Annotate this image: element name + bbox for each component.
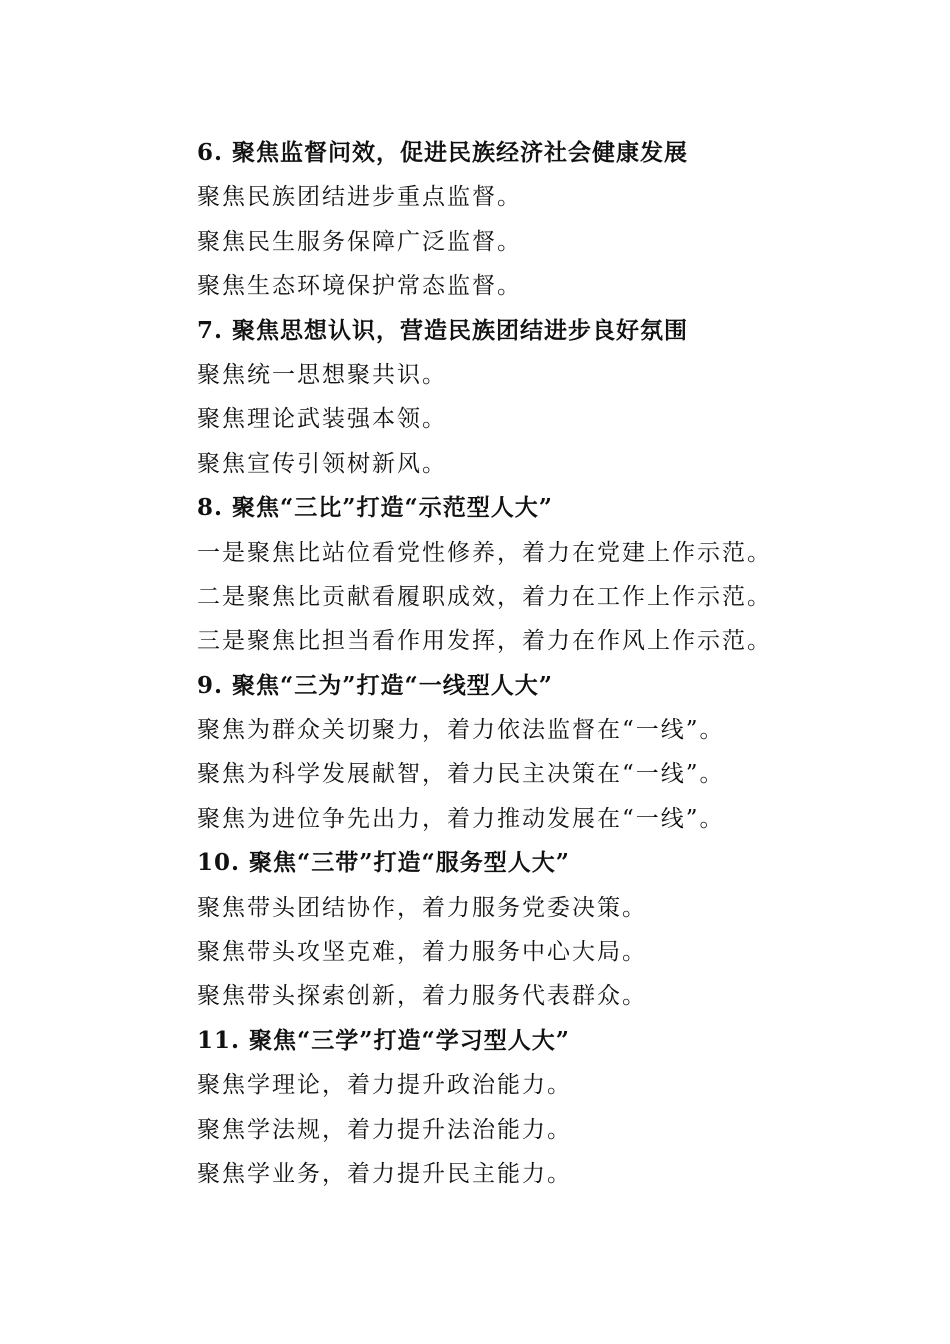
body-line: 聚焦为进位争先出力，着力推动发展在“一线”。 (197, 805, 725, 832)
body-line: 聚焦理论武装强本领。 (197, 406, 447, 433)
body-line: 聚焦民族团结进步重点监督。 (197, 184, 522, 211)
body-line: 聚焦带头探索创新，着力服务代表群众。 (197, 983, 647, 1010)
body-line: 聚焦学法规，着力提升法治能力。 (197, 1116, 572, 1143)
section-heading-11: 11. 聚焦“三学”打造“学习型人大” (197, 1026, 570, 1054)
body-line: 聚焦带头攻坚克难，着力服务中心大局。 (197, 939, 647, 966)
section-heading-8: 8. 聚焦“三比”打造“示范型人大” (197, 494, 553, 522)
section-heading-9: 9. 聚焦“三为”打造“一线型人大” (197, 671, 553, 699)
body-line: 聚焦学理论，着力提升政治能力。 (197, 1072, 572, 1099)
body-line: 聚焦带头团结协作，着力服务党委决策。 (197, 894, 647, 921)
body-line: 聚焦生态环境保护常态监督。 (197, 273, 522, 300)
body-line: 一是聚焦比站位看党性修养，着力在党建上作示范。 (197, 539, 772, 566)
body-line: 聚焦宣传引领树新风。 (197, 450, 447, 477)
body-line: 聚焦统一思想聚共识。 (197, 361, 447, 388)
section-heading-10: 10. 聚焦“三带”打造“服务型人大” (197, 849, 570, 877)
body-line: 聚焦为科学发展献智，着力民主决策在“一线”。 (197, 761, 725, 788)
body-line: 聚焦民生服务保障广泛监督。 (197, 228, 522, 255)
body-line: 三是聚焦比担当看作用发挥，着力在作风上作示范。 (197, 628, 772, 655)
section-heading-6: 6. 聚焦监督问效，促进民族经济社会健康发展 (197, 139, 689, 166)
body-line: 聚焦学业务，着力提升民主能力。 (197, 1160, 572, 1187)
section-heading-7: 7. 聚焦思想认识，营造民族团结进步良好氛围 (197, 316, 689, 344)
body-line: 聚焦为群众关切聚力，着力依法监督在“一线”。 (197, 717, 725, 744)
document-body (197, 131, 897, 1196)
body-line: 二是聚焦比贡献看履职成效，着力在工作上作示范。 (197, 583, 772, 610)
